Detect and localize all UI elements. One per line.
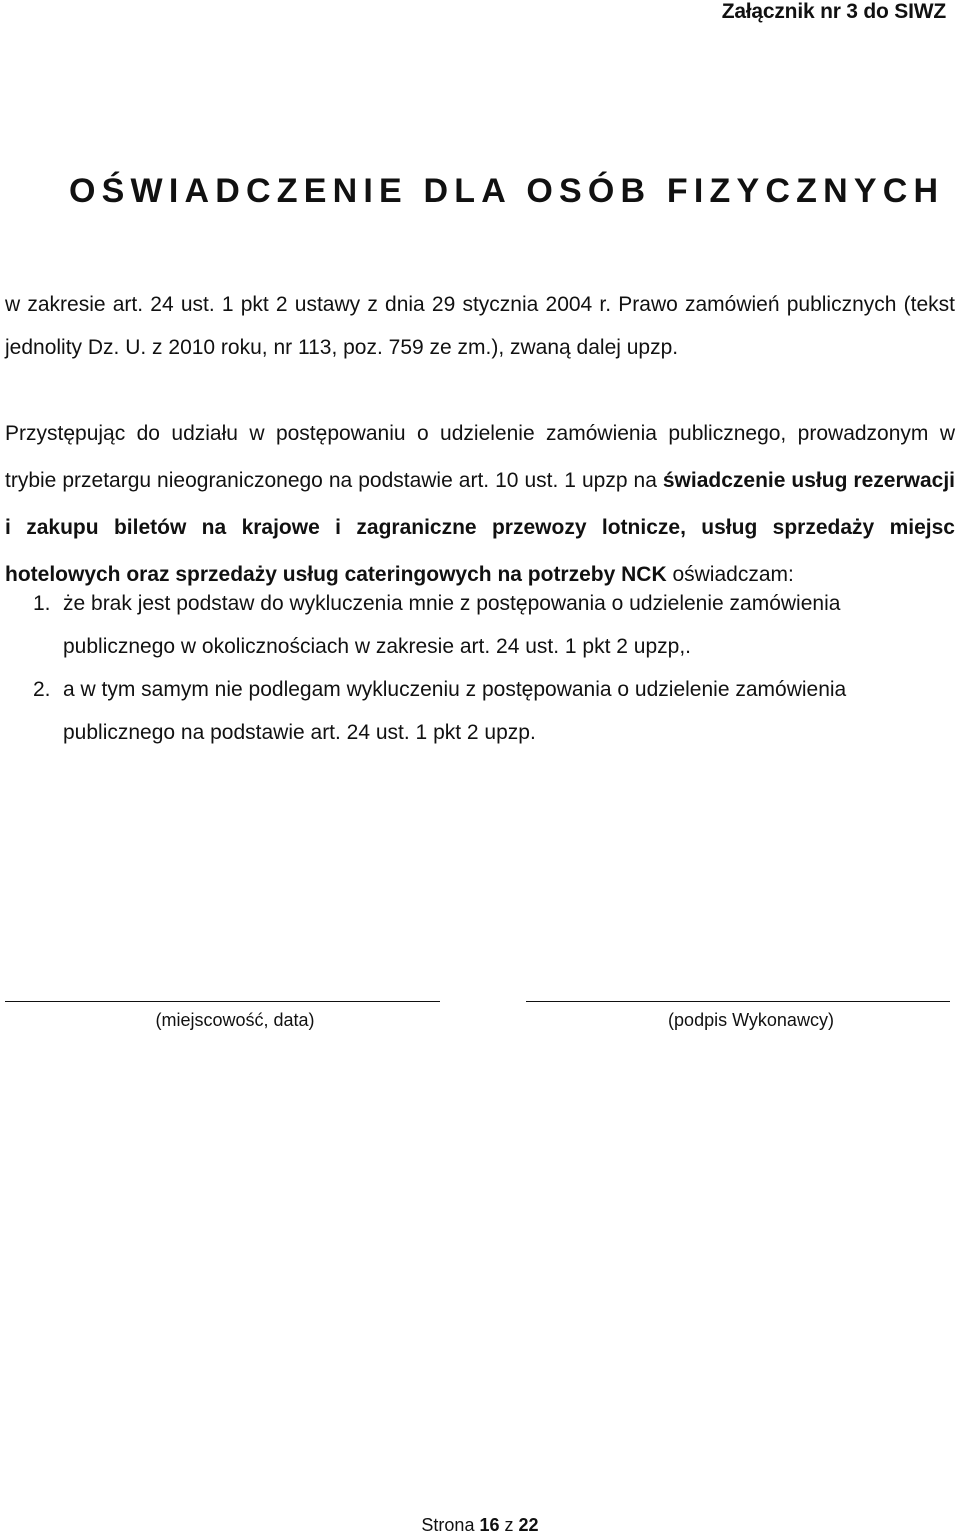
declaration-text: a w tym samym nie podlegam wykluczeniu z postępowania o udzielenie zamówienia publicznego na podstawie art. 24 ust. 1 pkt 2 upzp. <box>63 678 847 744</box>
declaration-paragraph <box>5 410 955 598</box>
declaration-item-1 <box>5 582 955 668</box>
page-footer <box>0 1515 960 1536</box>
page-prefix: Strona <box>421 1515 475 1535</box>
declaration-number: 2. <box>33 678 51 701</box>
procurement-subject: świadczenie usług rezerwacji i zakupu biletów na krajowe i zagraniczne przewozy lotnicze, usług sprzedaży miejsc hotelowych oraz sprzedaży usług cateringowych na potrzeby NCK <box>5 469 955 586</box>
declaration-list <box>5 582 955 754</box>
declaration-number: 1. <box>33 592 51 615</box>
paragraph-text-after: oświadczam: <box>666 563 794 586</box>
paragraph-text-before: Przystępując do udziału w postępowaniu o udzielenie zamówienia publicznego, prowadzonym w trybie przetargu nieograniczonego na podstawie art. 10 ust. 1 upzp na <box>5 422 955 492</box>
contractor-signature-label: (podpis Wykonawcy) <box>668 1010 834 1030</box>
declaration-text: że brak jest podstaw do wykluczenia mnie z postępowania o udzielenie zamówienia publicznego w okolicznościach w zakresie art. 24 ust. 1 pkt 2 upzp,. <box>63 592 841 658</box>
attachment-label: Załącznik nr 3 do SIWZ <box>721 0 946 23</box>
place-date-line <box>5 1001 440 1002</box>
legal-basis-intro: w zakresie art. 24 ust. 1 pkt 2 ustawy z dnia 29 stycznia 2004 r. Prawo zamówień publicznych (tekst jednolity Dz. U. z 2010 roku, nr 113, poz. 759 ze zm.), zwaną dalej upzp. <box>5 293 955 359</box>
document-title: OŚWIADCZENIE DLA OSÓB FIZYCZNYCH <box>69 172 945 210</box>
place-date-label: (miejscowość, data) <box>155 1010 315 1030</box>
signature-line <box>526 1001 950 1002</box>
declaration-item-2 <box>5 668 955 754</box>
page-separator: z <box>504 1515 514 1535</box>
total-pages: 22 <box>518 1515 539 1535</box>
current-page: 16 <box>479 1515 500 1535</box>
